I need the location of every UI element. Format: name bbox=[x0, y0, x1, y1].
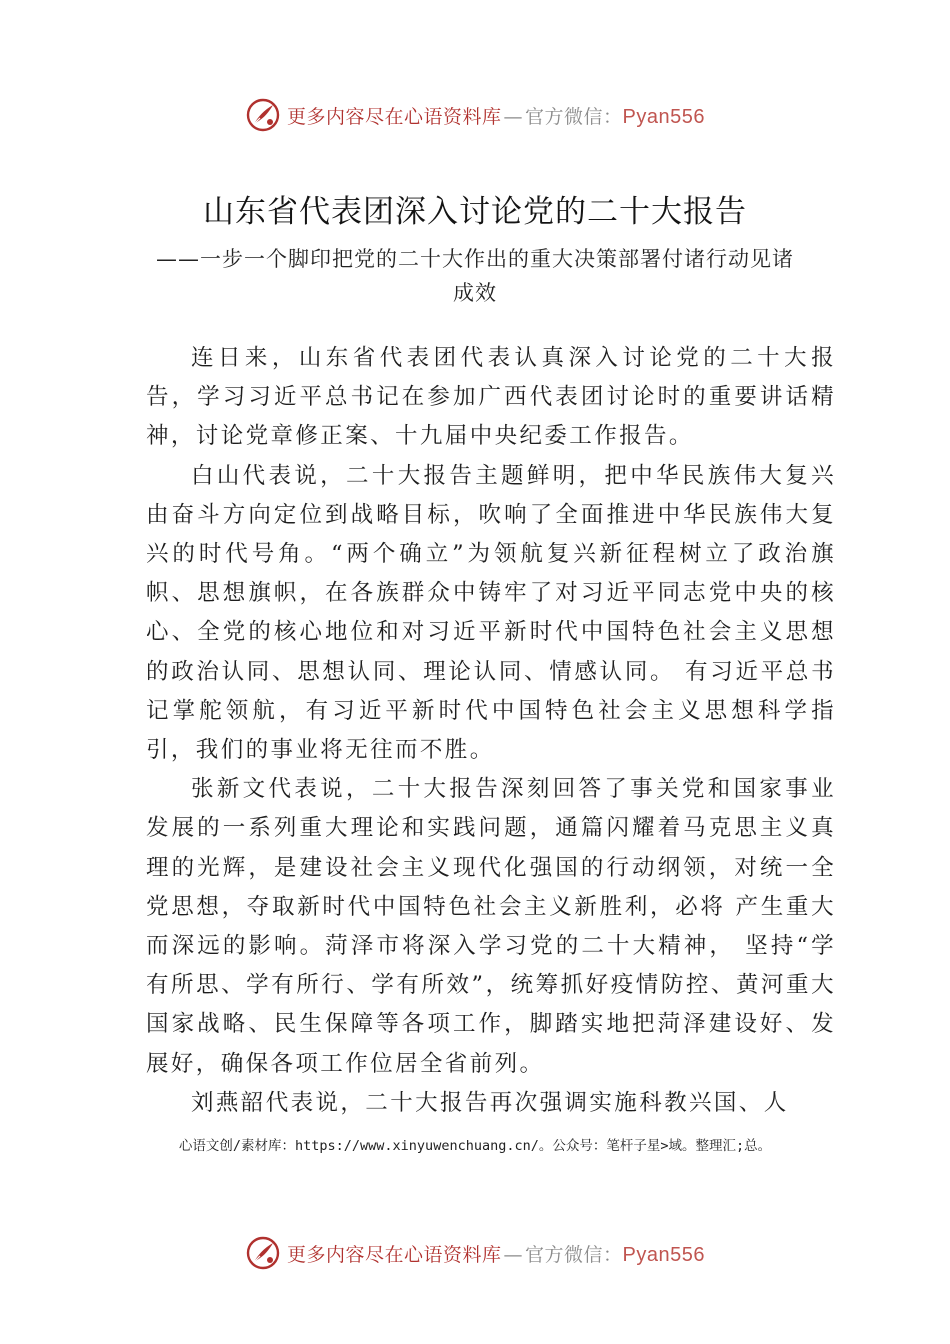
document-title: 山东省代表团深入讨论党的二十大报告 bbox=[203, 194, 747, 230]
footer-banner bbox=[0, 1228, 950, 1278]
paragraph: 连日来，山东省代表团代表认真深入讨论党的二十大报告，学习习近平总书记在参加广西代表团讨论时的重要讲话精神，讨论党章修正案、十九届中央纪委工作报告。 bbox=[146, 345, 836, 450]
banner-official-label: 官方微信： bbox=[525, 105, 623, 128]
header-banner bbox=[0, 90, 950, 140]
banner-separator: — bbox=[503, 1243, 524, 1266]
quill-pen-logo-icon bbox=[245, 1235, 281, 1271]
banner-brand: 更多内容尽在心语资料库 bbox=[287, 105, 502, 128]
banner-wechat-id: Pyan556 bbox=[622, 105, 705, 128]
paragraph: 刘燕韶代表说，二十大报告再次强调实施科教兴国、人 bbox=[191, 1089, 789, 1116]
banner-text bbox=[287, 102, 705, 129]
quill-pen-logo-icon bbox=[245, 97, 281, 133]
banner-text bbox=[287, 1240, 705, 1267]
banner-wechat-id: Pyan556 bbox=[622, 1243, 705, 1266]
banner-official-label: 官方微信： bbox=[525, 1243, 623, 1266]
banner-separator: — bbox=[503, 105, 524, 128]
paragraph: 张新文代表说，二十大报告深刻回答了事关党和国家事业发展的一系列重大理论和实践问题，通篇闪耀着马克思主义真理的光辉，是建设社会主义现代化强国的行动纲领，对统一全党思想，夺取新时代中国特色社会主义新胜利，必将 产生重大而深远的影响。菏泽市将深入学习党的二十大精神， 坚持“学有所思、学有所行、学有所效”，统筹抓好疫情防控、黄河重大国家战略、民生保障等各项工作，脚踏实地把菏泽建设好、发展好，确保各项工作位居全省前列。 bbox=[146, 776, 836, 1077]
banner-brand: 更多内容尽在心语资料库 bbox=[287, 1243, 502, 1266]
source-footnote: 心语文创/素材库：https://www.xinyuwenchuang.cn/。公众号：笔杆子星>域。整理汇;总。 bbox=[178, 1138, 772, 1154]
document-subtitle: ——一步一个脚印把党的二十大作出的重大决策部署付诸行动见诸成效 bbox=[156, 247, 794, 305]
paragraph: 白山代表说，二十大报告主题鲜明，把中华民族伟大复兴由奋斗方向定位到战略目标，吹响了全面推进中华民族伟大复兴的时代号角。“两个确立”为领航复兴新征程树立了政治旗帜、思想旗帜，在各族群众中铸牢了对习近平同志党中央的核心、全党的核心地位和对习近平新时代中国特色社会主义思想的政治认同、思想认同、理论认同、情感认同。 有习近平总书记掌舵领航，有习近平新时代中国特色社会主义思想科学指引，我们的事业将无往而不胜。 bbox=[146, 462, 836, 764]
document-body bbox=[146, 339, 836, 1123]
